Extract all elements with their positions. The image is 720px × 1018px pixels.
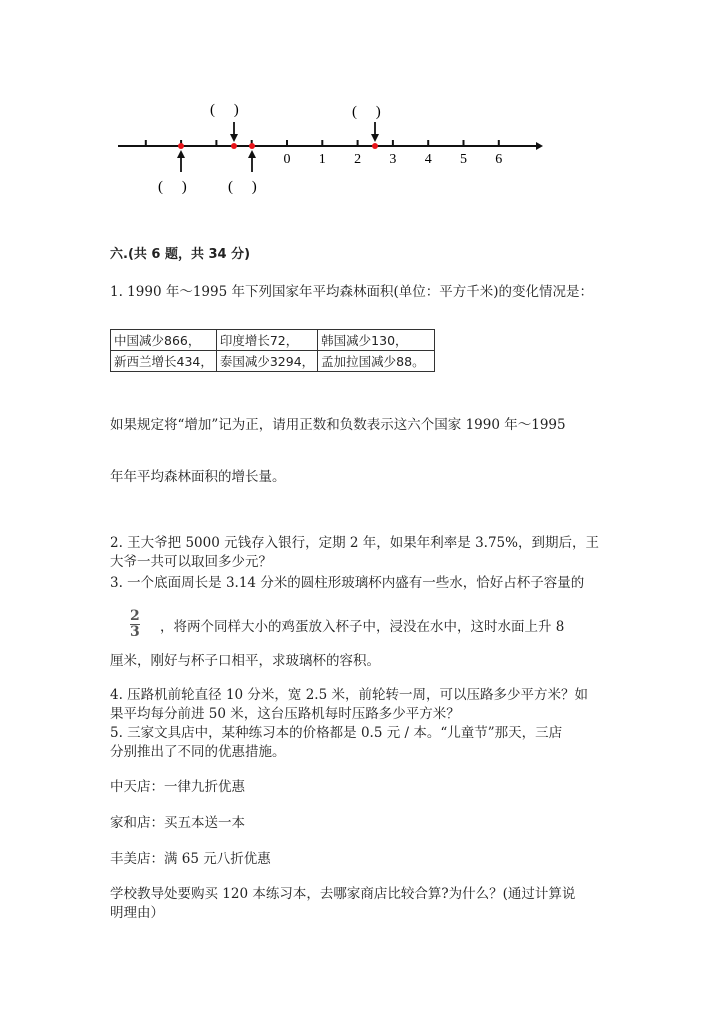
table-cell: 新西兰增长434，: [111, 351, 217, 372]
blank-top-left: ( ): [210, 102, 239, 118]
q4-line2: 果平均每分前进 50 米，这台压路机每时压路多少平方米？: [110, 706, 460, 722]
q2-line1: 2. 王大爷把 5000 元钱存入银行，定期 2 年，如果年利率是 3.75%，到期后，王: [110, 535, 599, 551]
blank-bottom-left: ( ): [158, 179, 187, 195]
q2-line2: 大爷一共可以取回多少元？: [110, 554, 272, 570]
q1-line1: 如果规定将“增加”记为正，请用正数和负数表示这六个国家 1990 年～1995: [110, 417, 566, 433]
q1-text: 1. 1990 年～1995 年下列国家年平均森林面积(单位：平方千米)的变化情况是：: [110, 284, 593, 300]
fraction-numerator: 2: [130, 608, 140, 624]
tick-label: 6: [495, 152, 503, 167]
table-cell: 中国减少866，: [111, 330, 217, 351]
tick-label: 2: [354, 152, 362, 167]
marked-point: [231, 143, 237, 149]
marked-point: [249, 143, 255, 149]
table-cell: 印度增长72，: [216, 330, 317, 351]
section-title: 六.(共 6 题，共 34 分): [110, 247, 251, 262]
tick-label: 5: [460, 152, 467, 167]
up-arrow-head: [177, 150, 185, 158]
q3-line2: ，将两个同样大小的鸡蛋放入杯子中，浸没在水中，这时水面上升 8: [160, 619, 565, 635]
tick-label: 3: [389, 152, 397, 167]
tick-label: 0: [283, 152, 291, 167]
table-cell: 韩国减少130，: [318, 330, 435, 351]
tick-label: 1: [318, 152, 326, 167]
store-zhongtian: 中天店：一律九折优惠: [110, 779, 245, 795]
q5-line4: 明理由）: [110, 905, 164, 921]
table-cell: 孟加拉国减少88。: [318, 351, 435, 372]
fraction-denominator: 3: [130, 624, 140, 640]
q3-line1: 3. 一个底面周长是 3.14 分米的圆柱形玻璃杯内盛有一些水，恰好占杯子容量的: [110, 575, 585, 591]
marked-point: [372, 143, 378, 149]
store-jiahe: 家和店：买五本送一本: [110, 815, 245, 831]
blank-bottom-right: ( ): [228, 179, 257, 195]
q1-line2: 年年平均森林面积的增长量。: [110, 469, 286, 485]
down-arrow-head: [371, 134, 379, 142]
tick-label: 4: [424, 152, 432, 167]
up-arrow-head: [248, 150, 256, 158]
q3-line3: 厘米，刚好与杯子口相平，求玻璃杯的容积。: [110, 653, 380, 669]
table-cell: 泰国减少3294，: [216, 351, 317, 372]
q4-line1: 4. 压路机前轮直径 10 分米，宽 2.5 米，前轮转一周，可以压路多少平方米？如: [110, 687, 588, 703]
q5-line2: 分别推出了不同的优惠措施。: [110, 744, 286, 760]
marked-point: [178, 143, 184, 149]
table-row: [111, 330, 435, 351]
axis-arrowhead: [536, 142, 543, 150]
down-arrow-head: [230, 134, 238, 142]
forest-table: [110, 329, 435, 372]
store-fengmei: 丰美店：满 65 元八折优惠: [110, 851, 271, 867]
blank-top-right: ( ): [352, 104, 381, 120]
q5-line1: 5. 三家文具店中，某种练习本的价格都是 0.5 元 / 本。“儿童节”那天，三店: [110, 725, 563, 741]
table-row: [111, 351, 435, 372]
number-line-figure: [0, 90, 720, 210]
fraction-two-thirds: [130, 609, 140, 640]
q5-line3: 学校教导处要购买 120 本练习本，去哪家商店比较合算?为什么？(通过计算说: [110, 886, 576, 902]
